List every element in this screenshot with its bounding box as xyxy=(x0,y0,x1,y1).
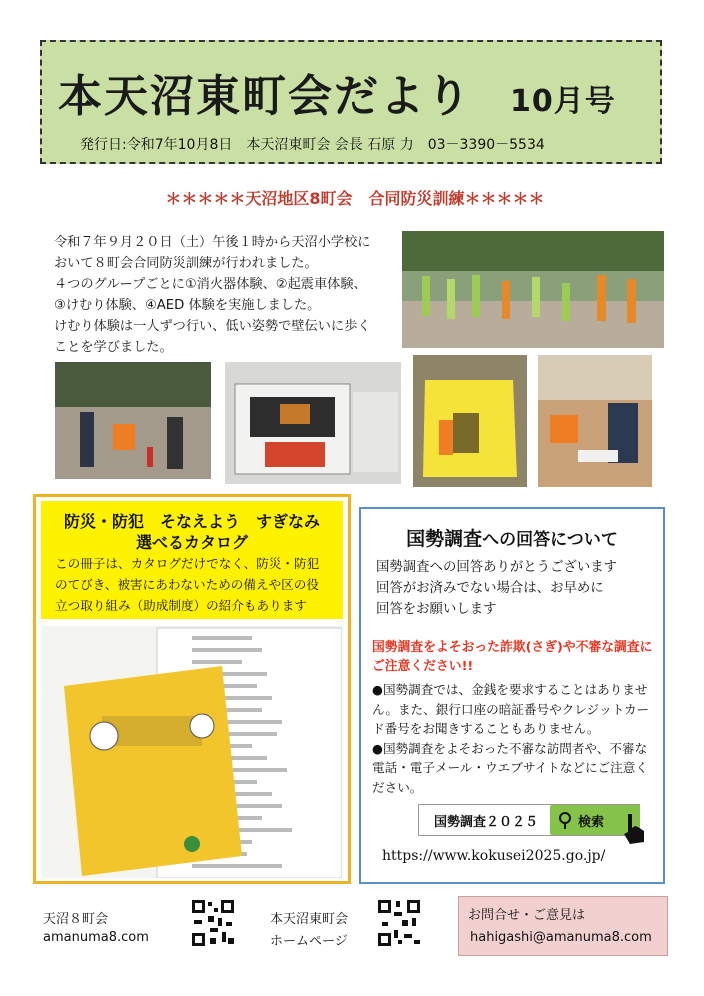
smoke-tent-photo xyxy=(413,355,527,487)
warning-line: 国勢調査をよそおった詐欺(さぎ)や不審な調査に xyxy=(372,640,653,655)
drill-body xyxy=(54,232,399,358)
census-message xyxy=(376,557,656,620)
footer-site-link[interactable]: amanuma8.com xyxy=(43,930,149,945)
qr-code-icon xyxy=(376,898,422,948)
census-line: 回答をお願いします xyxy=(376,602,497,617)
census-title-main: 国勢調査 xyxy=(406,528,483,550)
footer-chonaikai-name: 本天沼東町会 xyxy=(270,912,349,927)
drill-line: ことを学びました。 xyxy=(54,340,173,355)
fire-extinguisher-photo xyxy=(55,362,211,479)
census-warning xyxy=(372,638,662,676)
census-notes xyxy=(372,680,660,797)
search-query-text: 国勢調査２０２５ xyxy=(433,815,538,830)
note-line: ん。また、銀行口座の暗証番号やクレジットカー xyxy=(372,701,650,717)
catalog-subtitle: 選べるカタログ xyxy=(135,533,248,552)
contact-email-link[interactable]: hahigashi@amanuma8.com xyxy=(470,930,652,945)
contact-label: お問合せ・ご意見は xyxy=(468,908,586,923)
catalog-cover-image xyxy=(42,626,342,878)
census-line: 国勢調査への回答ありがとうございます xyxy=(376,560,618,575)
magnifier-icon xyxy=(556,810,576,830)
aed-training-photo xyxy=(538,355,652,487)
search-button-label: 検索 xyxy=(578,815,605,830)
qr-code-icon xyxy=(190,898,236,948)
earthquake-truck-photo xyxy=(225,362,401,484)
drill-line: けむり体験は一人ずつ行い、低い姿勢で壁伝いに歩く xyxy=(54,319,371,334)
drill-crowd-photo xyxy=(402,231,664,348)
note-line: ださい。 xyxy=(372,779,423,795)
catalog-desc-line: のてびき、被害にあわないための備えや区の役 xyxy=(55,577,319,592)
drill-line: おいて８町会合同防災訓練が行われました。 xyxy=(54,256,318,271)
note-line: 電話・電子メール・ウエブサイトなどにご注意く xyxy=(372,760,648,775)
drill-heading: ＊＊＊＊＊天沼地区8町会 合同防災訓練＊＊＊＊＊ xyxy=(165,189,545,208)
warning-line: ご注意ください!! xyxy=(372,659,474,674)
newsletter-title: 本天沼東町会だより xyxy=(58,71,472,122)
drill-line: ４つのグループごとに①消火器体験、②起震車体験、 xyxy=(54,277,367,292)
catalog-title: 防災・防犯 そなえよう すぎなみ xyxy=(63,512,320,531)
census-title xyxy=(359,524,665,551)
drill-line: 令和７年９月２０日（土）午後１時から天沼小学校に xyxy=(54,235,371,250)
note-line: ●国勢調査では、金銭を要求することはありませ xyxy=(372,682,648,697)
census-line: 回答がお済みでない場合は、お早めに xyxy=(376,581,604,596)
hand-pointer-icon xyxy=(620,812,646,846)
drill-line: ③けむり体験、④AED 体験を実施しました。 xyxy=(54,298,321,313)
catalog-desc-line: 立つ取り組み（助成制度）の紹介もあります xyxy=(55,598,307,613)
footer-org-name: 天沼８町会 xyxy=(43,912,109,927)
catalog-description xyxy=(55,553,335,616)
census-url[interactable]: https://www.kokusei2025.go.jp/ xyxy=(382,848,606,864)
census-title-rest: への回答について xyxy=(482,530,618,550)
catalog-desc-line: この冊子は、カタログだけでなく、防災・防犯 xyxy=(55,556,320,571)
issue-label: 10月号 xyxy=(510,84,616,119)
note-line: ●国勢調査をよそおった不審な訪問者や、不審な xyxy=(372,740,648,756)
publication-info: 発行日:令和7年10月8日 本天沼東町会 会長 石原 力 03－3390－5534 xyxy=(80,137,545,153)
footer-homepage-label: ホームページ xyxy=(270,934,348,949)
note-line: ド番号をお聞きすることもありません。 xyxy=(372,721,600,736)
